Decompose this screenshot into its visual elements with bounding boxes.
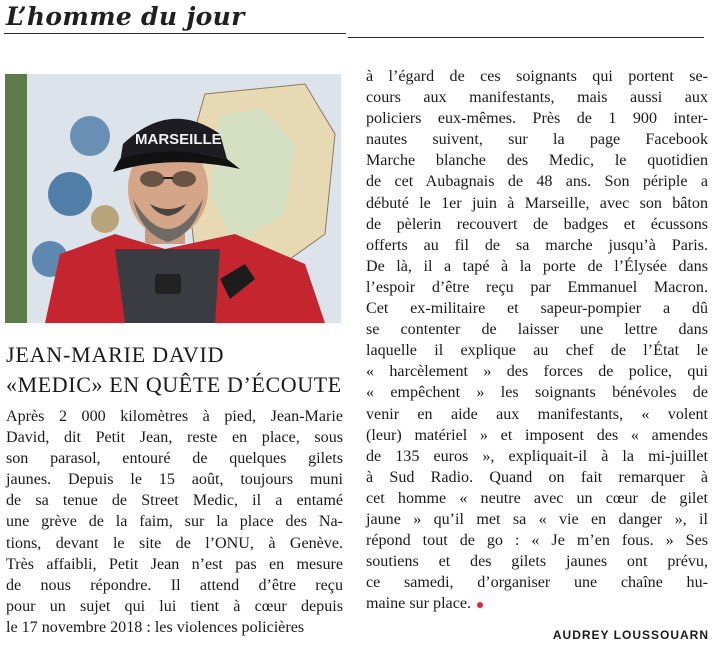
article-column-right <box>366 66 708 614</box>
text-line: (leur) matériel » et imposent des « amendes <box>366 426 708 444</box>
text-line: maine sur place. <box>366 593 708 614</box>
column-rule <box>348 37 704 38</box>
text-line: ce samedi, d’organiser une chaîne hu- <box>366 574 708 592</box>
text-line: venir en aide aux manifestants, « volent <box>366 405 708 423</box>
text-line: le 17 novembre 2018 : les violences policières <box>6 618 305 636</box>
text-line: de 135 euros », expliquait-il à la mi-juillet <box>366 447 708 465</box>
text-line: jaune » qu’il met sa « vie en danger », il <box>366 510 708 528</box>
text-line: son parasol, entouré de quelques gilets <box>6 450 343 468</box>
text-line: se contenter de laisser une lettre dans <box>366 321 708 339</box>
text-line: l’espoir d’être reçu par Emmanuel Macron. <box>366 278 708 296</box>
text-line: une grève de la faim, sur la place des Na- <box>6 513 343 531</box>
text-line: Cet ex-militaire et sapeur-pompier a dû <box>366 300 708 318</box>
text-line: de nous répondre. Il attend d’être reçu <box>6 576 343 594</box>
text-line: laquelle il explique au chef de l’État le <box>366 342 708 360</box>
text-line: cet homme « neutre avec un cœur de gilet <box>366 489 708 507</box>
text-line: répond tout de go : « Je m’en fous. » Ses <box>366 532 708 550</box>
byline: AUDREY LOUSSOUARN <box>552 628 709 642</box>
rubric-title: L’homme du jour <box>6 2 245 31</box>
text-line: Marche blanche des Medic, le quotidien <box>366 152 708 170</box>
text-line: David, dit Petit Jean, reste en place, sous <box>6 429 343 447</box>
text-line: jaunes. Depuis le 15 août, toujours muni <box>6 471 343 489</box>
text-line: de sa tenue de Street Medic, il a entamé <box>6 492 343 510</box>
text-line: Très affaibli, Petit Jean n’est pas en mesure <box>6 555 343 573</box>
text-line: « empêchent » les soignants bénévoles de <box>366 384 708 402</box>
end-mark-dot <box>477 602 483 608</box>
text-line: de pèlerin recouvert de badges et écussons <box>366 215 708 233</box>
text-line: Après 2 000 kilomètres à pied, Jean-Marie <box>6 408 343 425</box>
text-line: à Sud Radio. Quand on fait remarquer à <box>366 468 708 486</box>
text-line: débuté le 1er juin à Marseille, avec son bâton <box>366 194 708 212</box>
text-line: offerts au fil de sa marche jusqu’à Paris. <box>366 236 708 254</box>
rubric-rule <box>4 33 346 34</box>
portrait-photo <box>5 74 341 323</box>
text-line: soutiens et des gilets jaunes ont prévu, <box>366 553 708 571</box>
text-line: « harcèlement » des forces de police, qui <box>366 363 708 381</box>
headline-subtitle: «MEDIC» EN QUÊTE D’ÉCOUTE <box>6 372 342 397</box>
text-line: tions, devant le site de l’ONU, à Genève. <box>6 534 343 552</box>
text-line: à l’égard de ces soignants qui portent se- <box>366 68 708 85</box>
text-line: cours aux manifestants, mais aussi aux <box>366 89 708 107</box>
text-line: De là, il a tapé à la porte de l’Élysée dans <box>366 257 708 275</box>
text-line: policiers eux-mêmes. Près de 1 900 inter- <box>366 110 708 128</box>
headline-name: JEAN-MARIE DAVID <box>6 342 225 367</box>
text-line: pour un sujet qui lui tient à cœur depuis <box>6 597 343 615</box>
text-line: nautes suivent, sur la page Facebook <box>366 131 708 149</box>
text-line: de cet Aubagnais de 48 ans. Son périple a <box>366 173 708 191</box>
cap-lettering: MARSEILLE <box>135 131 222 148</box>
article-column-left <box>6 406 343 638</box>
